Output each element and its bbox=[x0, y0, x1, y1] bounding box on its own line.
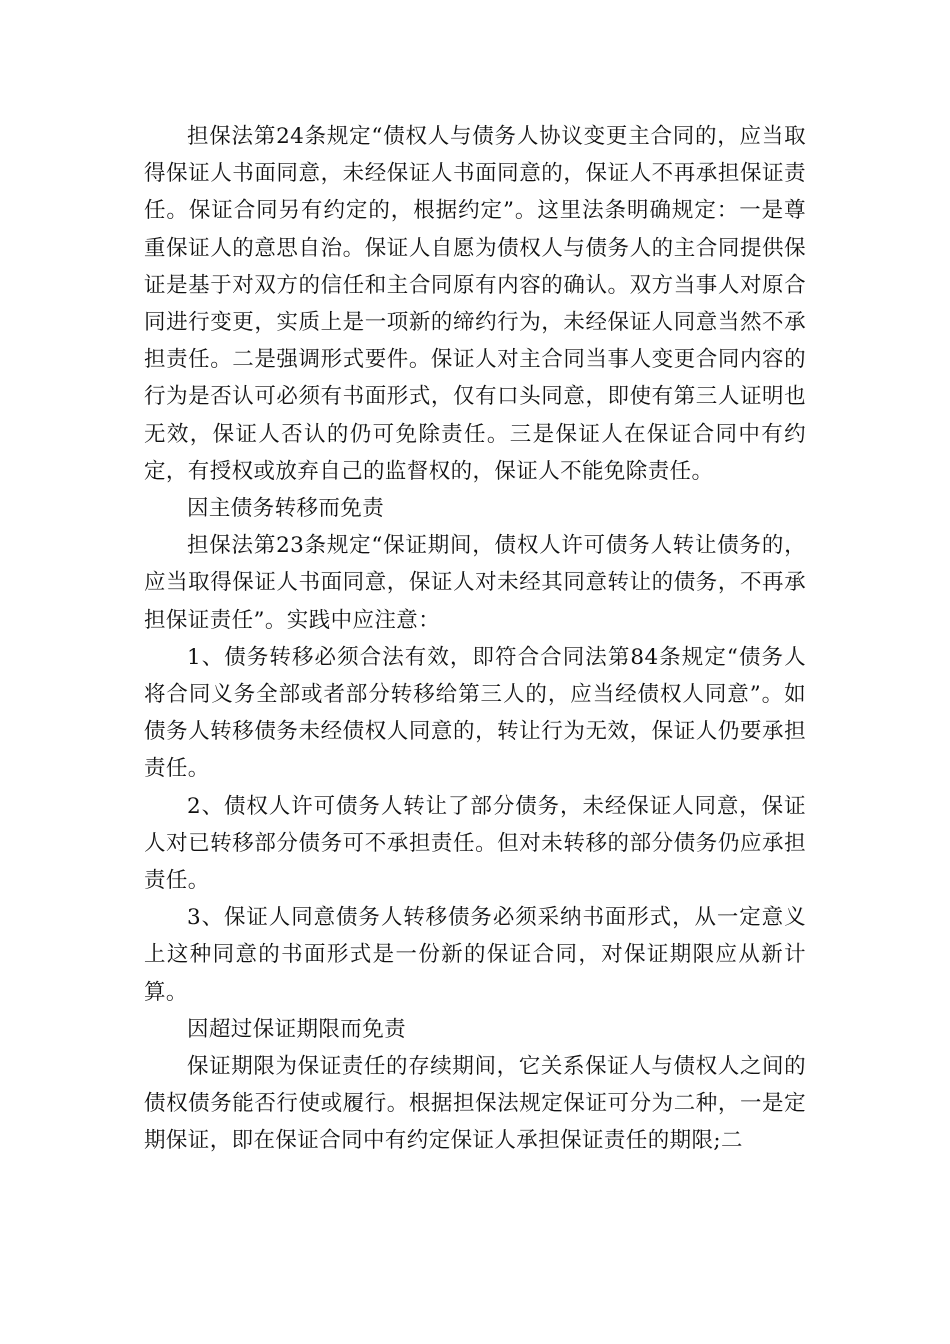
paragraph-guarantee-period: 保证期限为保证责任的存续期间，它关系保证人与债权人之间的债权债务能否行使或履行。根据担保法规定保证可分为二种，一是定期保证，即在保证合同中有约定保证人承担保证责任的期限;二 bbox=[144, 1054, 806, 1154]
paragraph-article-23: 担保法第23条规定“保证期间，债权人许可债务人转让债务的，应当取得保证人书面同意，保证人对未经其同意转让的债务，不再承担保证责任”。实践中应注意： bbox=[144, 533, 806, 633]
heading-guarantee-period: 因超过保证期限而免责 bbox=[187, 1016, 407, 1042]
list-item-1: 1、债务转移必须合法有效，即符合合同法第84条规定“债务人将合同义务全部或者部分转移给第三人的，应当经债权人同意”。如债务人转移债务未经债权人同意的，转让行为无效，保证人仍要承担责任。 bbox=[144, 644, 806, 782]
heading-debt-transfer: 因主债务转移而免责 bbox=[187, 496, 385, 522]
list-item-3: 3、保证人同意债务人转移债务必须采纳书面形式，从一定意义上这种同意的书面形式是一份新的保证合同，对保证期限应从新计算。 bbox=[144, 905, 806, 1005]
document-body bbox=[144, 118, 806, 1160]
paragraph-article-24: 担保法第24条规定“债权人与债务人协议变更主合同的，应当取得保证人书面同意，未经保证人书面同意的，保证人不再承担保证责任。保证合同另有约定的，根据约定”。这里法条明确规定：一是尊重保证人的意思自治。保证人自愿为债权人与债务人的主合同提供保证是基于对双方的信任和主合同原有内容的确认。双方当事人对原合同进行变更，实质上是一项新的缔约行为，未经保证人同意当然不承担责任。二是强调形式要件。保证人对主合同当事人变更合同内容的行为是否认可必须有书面形式，仅有口头同意，即使有第三人证明也无效，保证人否认的仍可免除责任。三是保证人在保证合同中有约定，有授权或放弃自己的监督权的，保证人不能免除责任。 bbox=[144, 124, 806, 484]
list-item-2: 2、债权人许可债务人转让了部分债务，未经保证人同意，保证人对已转移部分债务可不承担责任。但对未转移的部分债务仍应承担责任。 bbox=[144, 793, 806, 894]
